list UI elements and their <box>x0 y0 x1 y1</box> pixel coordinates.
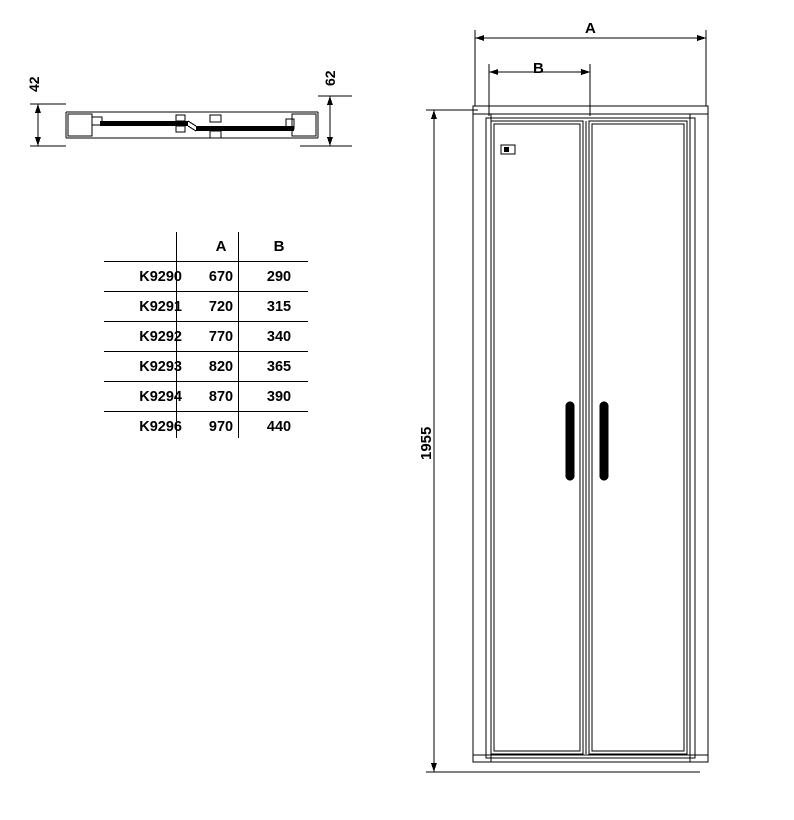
table-row <box>104 292 308 322</box>
cell-b: 340 <box>250 322 308 352</box>
table-header-b: B <box>250 232 308 262</box>
front-view-frame <box>473 106 708 762</box>
table-header-a: A <box>192 232 250 262</box>
label-top-view-right-dimension: 62 <box>322 70 338 86</box>
front-view-dimension-height <box>426 110 700 772</box>
specification-table <box>104 232 308 441</box>
cell-a: 670 <box>192 262 250 292</box>
label-dimension-a: A <box>585 20 596 37</box>
cell-a: 720 <box>192 292 250 322</box>
top-view-left-dimension <box>30 104 66 146</box>
table-header-row <box>104 232 308 262</box>
table-row <box>104 262 308 292</box>
cell-a: 820 <box>192 352 250 382</box>
label-top-view-left-dimension: 42 <box>26 76 42 92</box>
cell-code: K9293 <box>104 352 192 382</box>
cell-code: K9292 <box>104 322 192 352</box>
cell-code: K9290 <box>104 262 192 292</box>
label-dimension-height: 1955 <box>418 426 435 460</box>
cell-a: 770 <box>192 322 250 352</box>
front-view-door-leaves <box>491 121 687 754</box>
cell-code: K9294 <box>104 382 192 412</box>
table-row <box>104 352 308 382</box>
door-handles <box>566 402 608 480</box>
cell-a: 970 <box>208 418 234 435</box>
label-dimension-b: B <box>533 60 544 77</box>
table-row <box>104 412 308 442</box>
table-header-code <box>104 232 192 262</box>
cell-b: 440 <box>266 418 292 435</box>
cell-a: 870 <box>192 382 250 412</box>
cell-code: K9296 <box>139 418 182 435</box>
cell-b: 390 <box>250 382 308 412</box>
table-row <box>104 382 308 412</box>
cell-b: 365 <box>250 352 308 382</box>
door-latch-detail <box>501 145 515 154</box>
cell-b: 315 <box>250 292 308 322</box>
cell-code: K9291 <box>104 292 192 322</box>
top-view-glass-panels <box>100 121 294 131</box>
table-row <box>104 322 308 352</box>
cell-b: 290 <box>250 262 308 292</box>
